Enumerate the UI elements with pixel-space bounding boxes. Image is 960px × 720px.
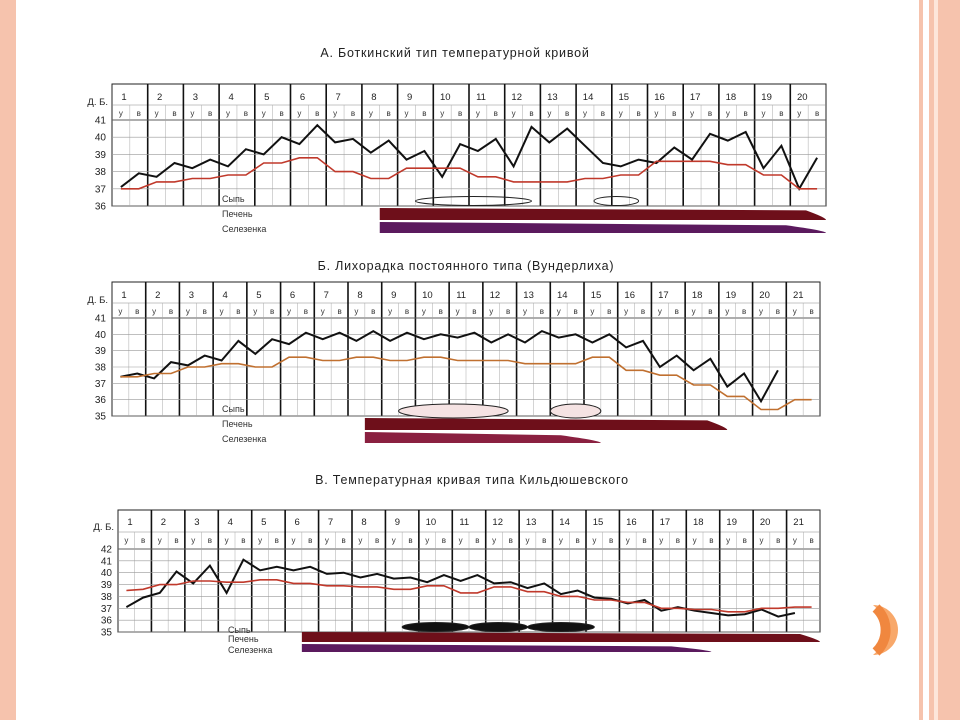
day-label: 13 [523, 290, 534, 301]
spleen-band [380, 222, 826, 233]
temp-tick-label: 36 [94, 395, 106, 407]
day-label: 19 [725, 290, 737, 301]
day-label: 5 [264, 92, 270, 103]
time-of-day-label: в [174, 536, 179, 545]
day-label: 6 [289, 290, 296, 301]
chart-title: Б. Лихорадка постоянного типа (Вундерлиха) [317, 259, 615, 273]
time-of-day-label: в [600, 109, 605, 118]
time-of-day-label: у [421, 307, 426, 316]
temp-tick-label: 41 [94, 115, 106, 127]
time-of-day-label: у [320, 307, 325, 316]
time-of-day-label: у [458, 536, 463, 545]
time-of-day-label: у [261, 109, 266, 118]
time-of-day-label: у [391, 536, 396, 545]
day-label: 18 [725, 92, 737, 103]
spleen-label: Селезенка [228, 645, 273, 655]
time-of-day-label: у [440, 109, 445, 118]
time-of-day-label: у [224, 536, 229, 545]
time-of-day-label: в [386, 109, 391, 118]
time-of-day-label: в [575, 536, 580, 545]
time-of-day-label: у [226, 109, 231, 118]
day-label: 3 [194, 517, 200, 528]
time-of-day-label: в [642, 536, 647, 545]
rash-label: Сыпь [222, 194, 245, 204]
time-of-day-label: в [341, 536, 346, 545]
day-label: 17 [659, 517, 671, 528]
time-of-day-label: в [776, 536, 781, 545]
time-of-day-label: у [354, 307, 359, 316]
day-label: 19 [761, 92, 772, 103]
day-label: 4 [222, 290, 228, 301]
chart-panel-1 [87, 46, 826, 234]
time-of-day-label: у [523, 307, 527, 316]
time-of-day-label: в [438, 307, 443, 316]
chart-panel-2 [87, 259, 820, 444]
spleen-band [302, 644, 711, 652]
temp-tick-label: 37 [100, 603, 112, 615]
time-of-day-label: у [425, 536, 430, 545]
day-header-label: Д. Б. [87, 97, 108, 108]
time-of-day-label: у [659, 536, 664, 545]
time-of-day-label: в [202, 307, 207, 316]
time-of-day-label: в [337, 307, 342, 316]
temp-tick-label: 40 [94, 329, 106, 341]
rash-marker [399, 404, 509, 418]
time-of-day-label: у [489, 307, 494, 316]
time-of-day-label: в [814, 109, 820, 118]
time-of-day-label: у [358, 536, 363, 545]
time-of-day-label: в [542, 536, 547, 545]
day-label: 17 [689, 92, 701, 103]
time-of-day-label: у [725, 109, 730, 118]
time-of-day-label: в [168, 307, 174, 316]
time-of-day-label: у [333, 109, 338, 118]
temp-tick-label: 38 [94, 167, 106, 179]
rash-marker [594, 197, 639, 206]
time-of-day-label: в [135, 307, 140, 316]
spleen-label: Селезенка [222, 224, 267, 234]
time-of-day-label: в [136, 109, 141, 118]
day-label: 1 [127, 517, 133, 528]
time-of-day-label: у [625, 536, 630, 545]
time-of-day-label: в [371, 307, 376, 316]
time-of-day-label: в [274, 536, 279, 545]
time-of-day-label: в [565, 109, 570, 118]
time-of-day-label: у [759, 307, 763, 316]
day-header-label: Д. Б. [87, 295, 108, 306]
time-of-day-label: в [270, 307, 275, 316]
day-label: 11 [476, 92, 486, 103]
time-of-day-label: у [253, 307, 258, 316]
time-of-day-label: у [657, 307, 662, 316]
time-of-day-label: в [408, 536, 413, 545]
time-of-day-label: в [506, 307, 511, 316]
time-of-day-label: в [743, 109, 748, 118]
rash-marker [402, 623, 469, 632]
day-header-label: Д. Б. [93, 522, 114, 533]
day-label: 10 [422, 290, 433, 301]
temp-tick-label: 35 [100, 627, 112, 639]
time-of-day-label: у [592, 536, 597, 545]
chart-title: В. Температурная кривая типа Кильдюшевского [315, 473, 629, 487]
time-of-day-label: у [691, 307, 696, 316]
time-of-day-label: в [709, 536, 714, 545]
time-of-day-label: у [388, 307, 393, 316]
temp-tick-label: 35 [94, 411, 106, 423]
time-of-day-label: в [573, 307, 578, 316]
time-of-day-label: у [291, 536, 296, 545]
day-label: 3 [188, 290, 195, 301]
time-of-day-label: у [511, 109, 516, 118]
day-label: 4 [228, 92, 234, 103]
time-of-day-label: в [279, 109, 284, 118]
temp-tick-label: 37 [94, 184, 106, 196]
day-label: 10 [425, 517, 437, 528]
time-of-day-label: у [118, 109, 123, 118]
day-label: 14 [559, 517, 570, 528]
day-label: 7 [327, 517, 334, 528]
time-of-day-label: в [708, 307, 713, 316]
day-label: 14 [556, 290, 568, 301]
day-label: 11 [459, 517, 470, 528]
time-of-day-label: в [779, 109, 784, 118]
time-of-day-label: в [207, 536, 213, 545]
temp-tick-label: 42 [100, 544, 112, 556]
time-of-day-label: у [258, 536, 263, 545]
day-label: 18 [692, 517, 704, 528]
time-of-day-label: у [118, 307, 123, 316]
time-of-day-label: у [157, 536, 162, 545]
day-label: 2 [157, 92, 163, 103]
time-of-day-label: в [636, 109, 641, 118]
time-of-day-label: у [190, 109, 195, 118]
chart-title: А. Боткинский тип температурной кривой [320, 46, 590, 60]
day-label: 16 [626, 517, 637, 528]
time-of-day-label: в [508, 536, 513, 545]
liver-band [302, 632, 820, 642]
time-of-day-label: у [297, 109, 302, 118]
liver-band [365, 418, 727, 430]
temp-tick-label: 38 [94, 362, 106, 374]
time-of-day-label: в [374, 536, 380, 545]
liver-label: Печень [222, 209, 253, 219]
rash-marker [528, 623, 595, 632]
day-label: 15 [590, 290, 602, 301]
temp-tick-label: 40 [100, 568, 112, 580]
time-of-day-label: в [742, 307, 747, 316]
time-of-day-label: у [185, 307, 190, 316]
spleen-label: Селезенка [222, 434, 267, 444]
day-label: 2 [155, 290, 161, 301]
time-of-day-label: в [422, 109, 427, 118]
day-label: 3 [192, 92, 199, 103]
time-of-day-label: у [525, 536, 530, 545]
time-of-day-label: у [590, 307, 595, 316]
day-label: 7 [323, 290, 329, 301]
time-of-day-label: у [690, 109, 695, 118]
day-label: 12 [511, 92, 522, 103]
temp-tick-label: 39 [94, 346, 106, 358]
temp-tick-label: 39 [100, 580, 112, 592]
day-label: 16 [624, 290, 636, 301]
day-label: 9 [394, 517, 401, 528]
time-of-day-label: у [368, 109, 373, 118]
day-label: 10 [440, 92, 451, 103]
time-of-day-label: в [539, 307, 544, 316]
day-label: 13 [525, 517, 537, 528]
day-label: 4 [227, 517, 233, 528]
temp-tick-label: 36 [94, 201, 106, 213]
time-of-day-label: в [809, 536, 814, 545]
day-label: 15 [592, 517, 604, 528]
time-of-day-label: у [124, 536, 129, 545]
day-label: 18 [691, 290, 703, 301]
day-label: 16 [654, 92, 665, 103]
time-of-day-label: у [547, 109, 552, 118]
day-label: 8 [371, 92, 377, 103]
time-of-day-label: у [761, 109, 766, 118]
time-of-day-label: в [140, 536, 146, 545]
temp-tick-label: 41 [94, 313, 106, 325]
time-of-day-label: у [792, 307, 797, 316]
time-of-day-label: в [243, 109, 248, 118]
day-label: 21 [792, 290, 804, 301]
time-of-day-label: в [493, 109, 498, 118]
time-of-day-label: в [308, 536, 313, 545]
day-label: 12 [492, 517, 504, 528]
day-label: 5 [256, 290, 262, 301]
day-label: 1 [121, 290, 127, 301]
day-label: 6 [299, 92, 306, 103]
time-of-day-label: в [315, 109, 320, 118]
time-of-day-label: в [742, 536, 747, 545]
time-of-day-label: у [556, 307, 561, 316]
spleen-band [365, 432, 601, 443]
rash-marker [469, 623, 528, 632]
time-of-day-label: в [236, 307, 241, 316]
day-label: 11 [456, 290, 467, 301]
time-of-day-label: в [809, 307, 814, 316]
rash-label: Сыпь [228, 625, 251, 635]
temp-tick-label: 38 [100, 591, 112, 603]
temp-tick-label: 40 [94, 132, 106, 144]
time-of-day-label: у [154, 109, 159, 118]
time-of-day-label: в [672, 109, 677, 118]
day-label: 20 [797, 92, 808, 103]
decorative-circle [873, 605, 898, 655]
time-of-day-label: у [618, 109, 623, 118]
day-label: 9 [406, 92, 413, 103]
time-of-day-label: в [350, 109, 356, 118]
rash-marker [550, 404, 601, 418]
day-label: 9 [391, 290, 397, 301]
chart-panel-3 [93, 473, 820, 655]
time-of-day-label: у [797, 109, 802, 118]
time-of-day-label: у [759, 536, 764, 545]
day-label: 15 [618, 92, 630, 103]
time-of-day-label: у [624, 307, 629, 316]
time-of-day-label: в [607, 307, 612, 316]
time-of-day-label: в [640, 307, 646, 316]
time-of-day-label: в [303, 307, 308, 316]
time-of-day-label: у [492, 536, 497, 545]
day-label: 17 [658, 290, 669, 301]
temp-tick-label: 37 [94, 378, 106, 390]
time-of-day-label: у [583, 109, 588, 118]
time-of-day-label: у [558, 536, 563, 545]
day-label: 7 [335, 92, 341, 103]
day-label: 13 [547, 92, 558, 103]
time-of-day-label: в [675, 536, 681, 545]
time-of-day-label: у [692, 536, 697, 545]
time-of-day-label: у [324, 536, 329, 545]
time-of-day-label: в [529, 109, 534, 118]
time-of-day-label: у [725, 307, 730, 316]
time-of-day-label: в [172, 109, 177, 118]
day-label: 14 [582, 92, 594, 103]
time-of-day-label: в [208, 109, 213, 118]
temp-tick-label: 39 [94, 149, 106, 161]
time-of-day-label: у [191, 536, 196, 545]
liver-label: Печень [222, 419, 253, 429]
time-of-day-label: в [241, 536, 246, 545]
time-of-day-label: у [654, 109, 659, 118]
time-of-day-label: у [475, 109, 480, 118]
time-of-day-label: у [455, 307, 460, 316]
time-of-day-label: в [457, 109, 463, 118]
temp-tick-label: 36 [100, 615, 112, 627]
day-label: 20 [759, 517, 771, 528]
liver-band [380, 208, 826, 220]
day-label: 20 [759, 290, 770, 301]
time-of-day-label: в [472, 307, 477, 316]
time-of-day-label: у [404, 109, 409, 118]
time-of-day-label: у [219, 307, 224, 316]
time-of-day-label: у [792, 536, 797, 545]
time-of-day-label: у [726, 536, 731, 545]
day-label: 6 [294, 517, 300, 528]
day-label: 8 [357, 290, 363, 301]
rash-label: Сыпь [222, 404, 245, 414]
temp-tick-label: 41 [100, 556, 112, 568]
time-of-day-label: в [674, 307, 679, 316]
day-label: 21 [793, 517, 804, 528]
time-of-day-label: в [608, 536, 614, 545]
time-of-day-label: у [152, 307, 157, 316]
day-label: 12 [489, 290, 501, 301]
day-label: 1 [121, 92, 127, 103]
time-of-day-label: в [775, 307, 780, 316]
time-of-day-label: в [404, 307, 410, 316]
day-label: 2 [160, 517, 167, 528]
time-of-day-label: в [475, 536, 480, 545]
day-label: 19 [726, 517, 738, 528]
day-label: 5 [261, 517, 267, 528]
time-of-day-label: у [287, 307, 291, 316]
time-of-day-label: в [707, 109, 713, 118]
time-of-day-label: в [441, 536, 447, 545]
day-label: 8 [361, 517, 367, 528]
liver-label: Печень [228, 634, 259, 644]
